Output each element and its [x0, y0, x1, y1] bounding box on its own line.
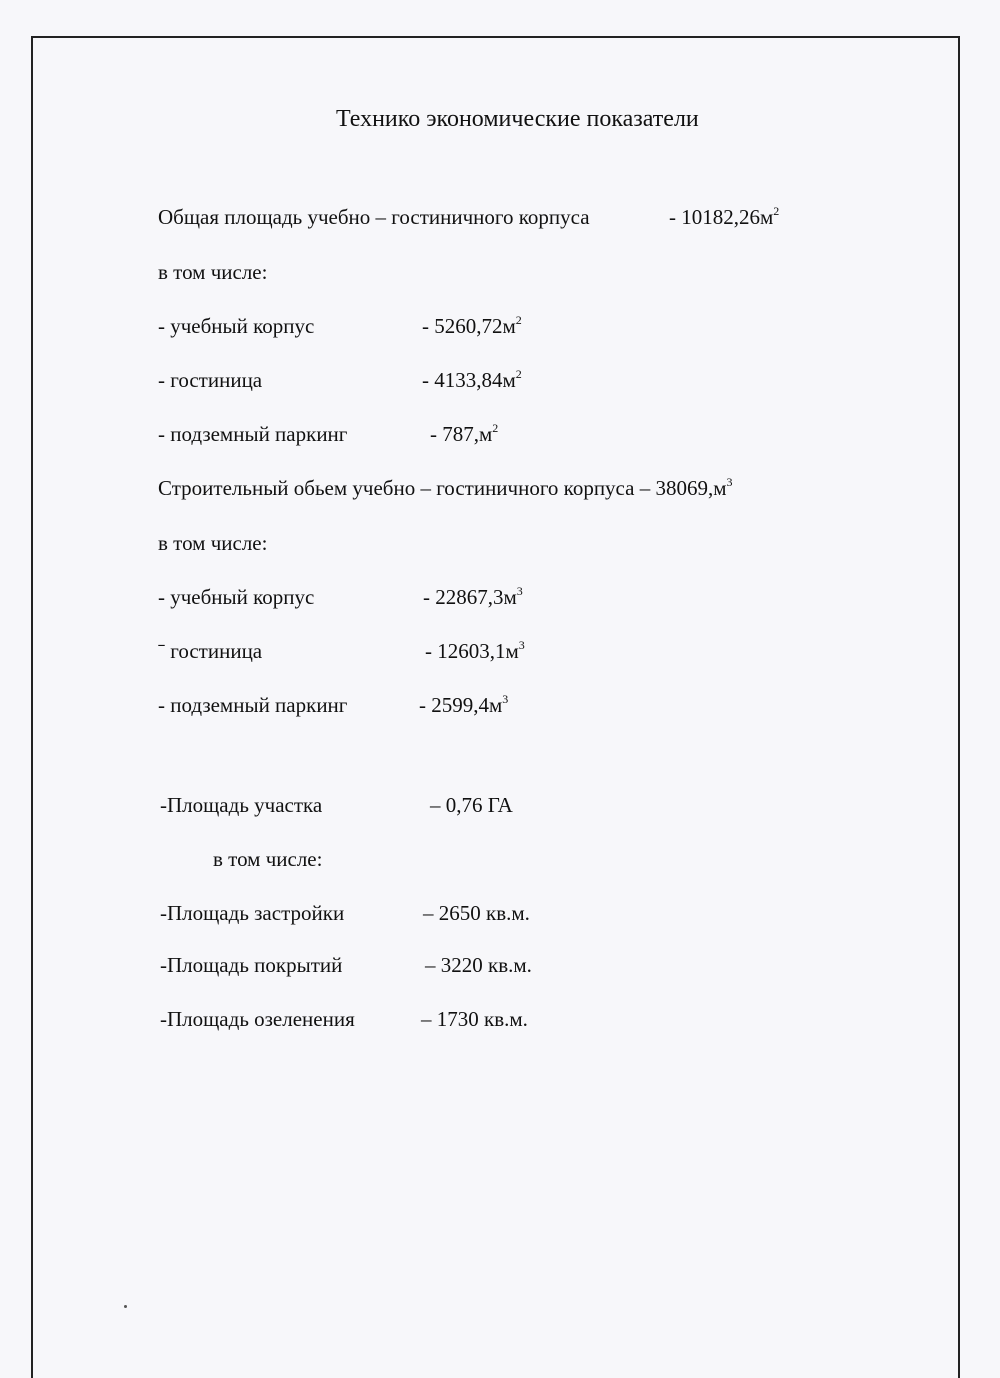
area-item-exp: 2	[515, 367, 522, 381]
volume-item-label: - учебный корпус	[158, 585, 315, 609]
volume-item-exp: 3	[502, 692, 509, 706]
volume-item-value: - 22867,3м	[423, 585, 517, 609]
total-area-exp: 2	[773, 204, 780, 218]
volume-item-value: - 12603,1м	[425, 639, 519, 663]
area-item-value-wrap	[430, 421, 499, 446]
total-area-label: Общая площадь учебно – гостиничного корпуса	[158, 205, 590, 229]
including-label-3: в том числе:	[213, 847, 323, 871]
area-item-exp: 2	[515, 313, 522, 327]
volume-row	[158, 475, 733, 500]
area-item-value: - 4133,84м	[422, 368, 516, 392]
site-item-label: -Площадь озеленения	[160, 1007, 355, 1031]
volume-item-value: - 2599,4м	[419, 693, 503, 717]
site-item-label: -Площадь застройки	[160, 901, 345, 925]
volume-label: Строительный обьем учебно – гостиничного корпуса – 38069,м	[158, 476, 727, 500]
volume-item-value-wrap	[419, 692, 509, 717]
site-item-value: – 1730 кв.м.	[421, 1007, 528, 1031]
area-item-value-wrap	[422, 367, 522, 392]
area-item-value: - 787,м	[430, 422, 493, 446]
area-item-label: - гостиница	[158, 368, 263, 392]
volume-item-value-wrap	[425, 638, 525, 663]
total-area-value: - 10182,26м	[669, 205, 774, 229]
total-area-value-wrap	[669, 204, 780, 229]
site-item-value: – 2650 кв.м.	[423, 901, 530, 925]
area-item-value-wrap	[422, 313, 522, 338]
area-item-label: - учебный корпус	[158, 314, 315, 338]
site-area-value: – 0,76 ГА	[430, 793, 513, 817]
including-label-2: в том числе:	[158, 531, 268, 555]
volume-item-label: ˉ гостиница	[158, 639, 263, 663]
site-item-value: – 3220 кв.м.	[425, 953, 532, 977]
total-area-row	[158, 207, 590, 228]
including-label-1: в том числе:	[158, 260, 268, 284]
volume-item-label: - подземный паркинг	[158, 693, 348, 717]
site-area-label: -Площадь участка	[160, 793, 323, 817]
volume-item-exp: 3	[518, 638, 525, 652]
scan-speck	[124, 1305, 127, 1308]
area-item-label: - подземный паркинг	[158, 422, 348, 446]
site-item-label: -Площадь покрытий	[160, 953, 343, 977]
volume-exp: 3	[726, 475, 733, 489]
volume-item-value-wrap	[423, 584, 523, 609]
area-item-value: - 5260,72м	[422, 314, 516, 338]
volume-item-exp: 3	[516, 584, 523, 598]
document-title: Технико экономические показатели	[336, 106, 699, 132]
area-item-exp: 2	[492, 421, 499, 435]
